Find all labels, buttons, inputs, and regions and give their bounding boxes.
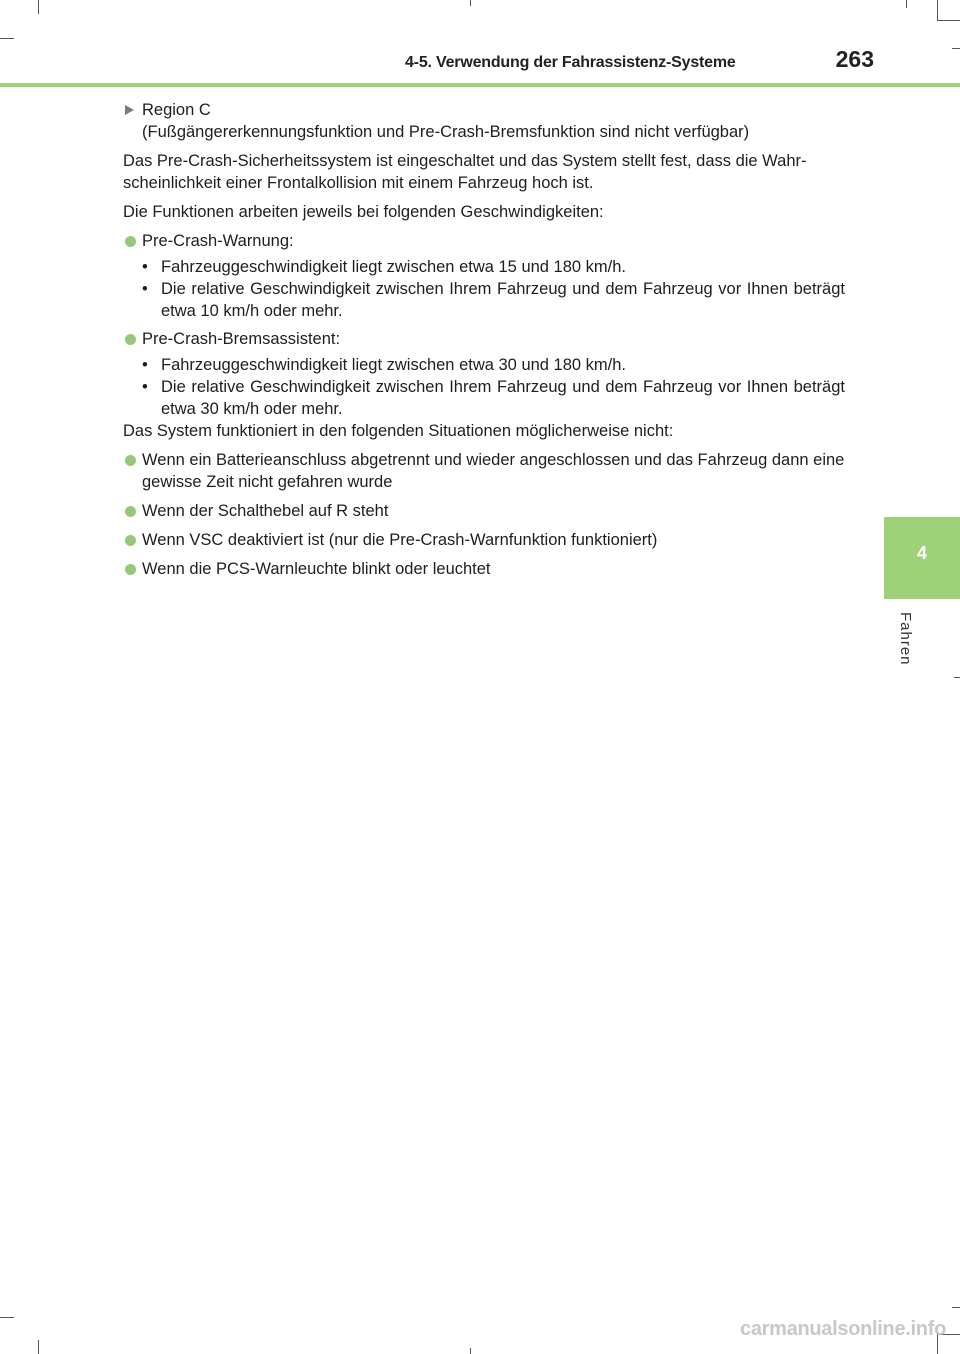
bullet-dot-icon: • <box>142 258 148 276</box>
bullet-dot-icon: • <box>142 378 148 396</box>
intro-paragraph: Das Pre-Crash-Sicherheitssystem ist eingeschaltet und das System stellt fest, dass die Wahr-scheinlichkeit einer Frontalkollision mit einem Fahrzeug hoch ist. <box>123 152 807 192</box>
region-heading <box>123 99 845 143</box>
circle-bullet-icon <box>125 455 136 466</box>
function-conditions <box>142 256 845 322</box>
speeds-intro: Die Funktionen arbeiten jeweils bei folgenden Geschwindigkeiten: <box>123 203 604 221</box>
condition-text: Fahrzeuggeschwindigkeit liegt zwischen etwa 30 und 180 km/h. <box>161 356 627 374</box>
condition-text: Fahrzeuggeschwindigkeit liegt zwischen etwa 15 und 180 km/h. <box>161 258 627 276</box>
circle-bullet-icon <box>125 236 136 247</box>
function-title: Pre-Crash-Bremsassistent: <box>142 330 341 348</box>
page-number: 263 <box>835 46 874 72</box>
crop-mark <box>470 0 471 6</box>
limit-text: Wenn die PCS-Warnleuchte blinkt oder leuchtet <box>142 560 491 578</box>
region-note: (Fußgängererkennungsfunktion und Pre-Crash-Bremsfunktion sind nicht verfügbar) <box>142 123 750 141</box>
header-divider <box>0 83 960 87</box>
circle-bullet-icon <box>125 564 136 575</box>
crop-mark <box>937 20 960 21</box>
crop-mark <box>38 0 39 14</box>
crop-mark <box>38 1340 39 1354</box>
function-heading <box>123 328 845 350</box>
list-item <box>142 256 845 278</box>
crop-mark <box>470 1348 471 1354</box>
section-title: 4-5. Verwendung der Fahrassistenz-Systeme <box>405 54 736 71</box>
condition-text: Die relative Geschwindigkeit zwischen Ihrem Fahrzeug und dem Fahrzeug vor Ihnen beträgt etwa 30 km/h oder mehr. <box>161 378 845 418</box>
crop-mark <box>906 0 907 8</box>
function-conditions <box>142 354 845 420</box>
crop-mark <box>0 38 14 39</box>
page-content <box>123 99 845 587</box>
function-heading <box>123 230 845 252</box>
crop-mark <box>954 677 960 678</box>
chapter-number: 4 <box>916 543 927 563</box>
crop-mark <box>0 1317 14 1318</box>
crop-mark <box>952 48 960 49</box>
list-item <box>123 529 845 551</box>
list-item <box>123 558 845 580</box>
circle-bullet-icon <box>125 506 136 517</box>
list-item <box>142 376 845 420</box>
chapter-label: Fahren <box>897 612 914 666</box>
function-title: Pre-Crash-Warnung: <box>142 232 294 250</box>
limits-intro: Das System funktioniert in den folgenden Situationen möglicherweise nicht: <box>123 422 674 440</box>
region-label: Region C <box>142 101 211 119</box>
triangle-bullet-icon <box>125 105 134 115</box>
bullet-dot-icon: • <box>142 356 148 374</box>
list-item <box>142 278 845 322</box>
circle-bullet-icon <box>125 535 136 546</box>
crop-mark <box>937 0 938 20</box>
bullet-dot-icon: • <box>142 280 148 298</box>
watermark: carmanualsonline.info <box>740 1318 946 1340</box>
chapter-tab <box>884 517 960 599</box>
limit-text: Wenn der Schalthebel auf R steht <box>142 502 389 520</box>
list-item <box>123 449 845 493</box>
limit-text: Wenn VSC deaktiviert ist (nur die Pre-Crash-Warnfunktion funktioniert) <box>142 531 658 549</box>
condition-text: Die relative Geschwindigkeit zwischen Ihrem Fahrzeug und dem Fahrzeug vor Ihnen beträgt etwa 10 km/h oder mehr. <box>161 280 845 320</box>
list-item <box>123 500 845 522</box>
limit-text: Wenn ein Batterieanschluss abgetrennt und wieder angeschlossen und das Fahrzeug dann eine gewisse Zeit nicht gefahren wurde <box>142 451 845 491</box>
list-item <box>142 354 845 376</box>
crop-mark <box>952 1307 960 1308</box>
circle-bullet-icon <box>125 334 136 345</box>
